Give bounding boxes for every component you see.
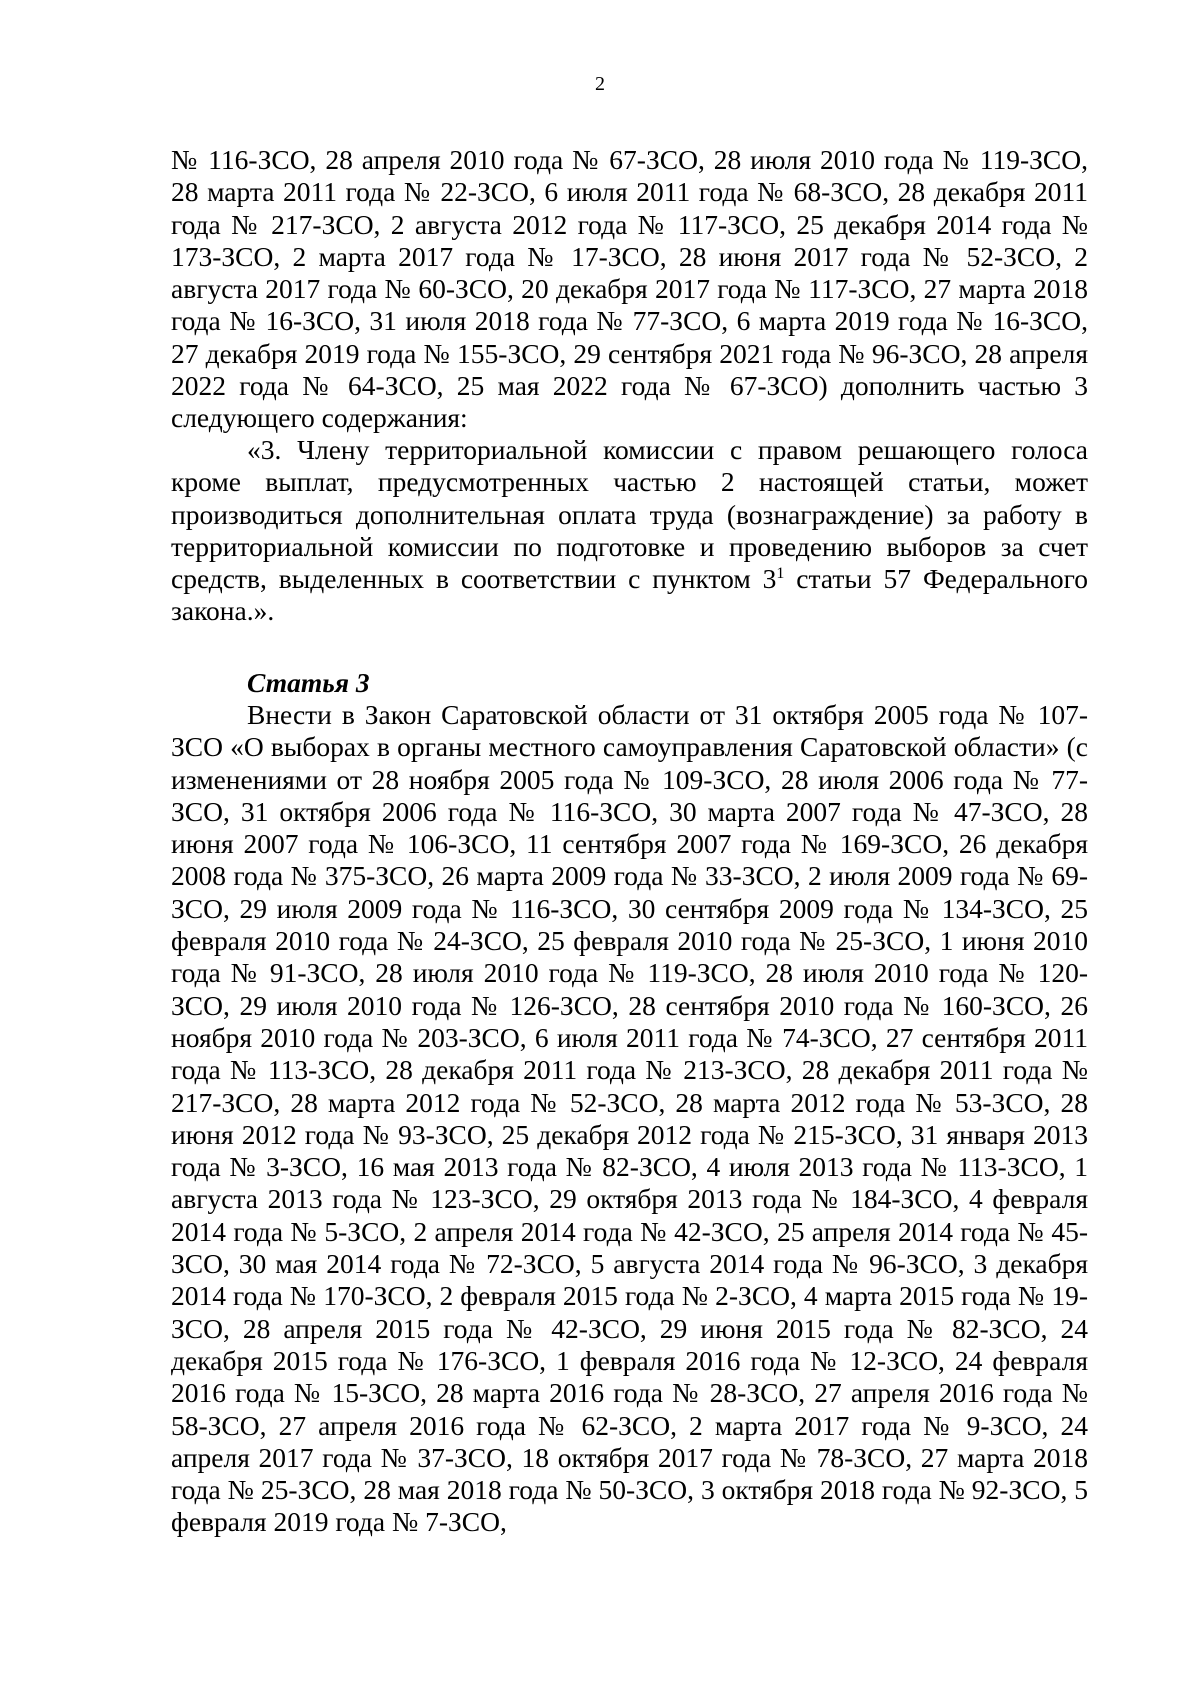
article2-amendments-paragraph: № 116-ЗСО, 28 апреля 2010 года № 67-ЗСО, 28 июля 2010 года № 119-ЗСО, 28 марта 2011 года № 22-ЗСО, 6 июля 2011 года № 68-ЗСО, 28 декабря 2011 года № 217-ЗСО, 2 августа 2012 года № 117-ЗСО, 25 декабря 2014 года № 173-ЗСО, 2 марта 2017 года № 17-ЗСО, 28 июня 2017 года № 52-ЗСО, 2 августа 2017 года № 60-ЗСО, 20 декабря 2017 года № 117-ЗСО, 27 марта 2018 года № 16-ЗСО, 31 июля 2018 года № 77-ЗСО, 6 марта 2019 года № 16-ЗСО, 27 декабря 2019 года № 155-ЗСО, 29 сентября 2021 года № 96-ЗСО, 28 апреля 2022 года № 64-ЗСО, 25 мая 2022 года № 67-ЗСО) дополнить частью 3 следующего содержания: — [171, 144, 1088, 434]
article3-paragraph: Внести в Закон Саратовской области от 31 октября 2005 года № 107-ЗСО «О выборах в органы местного самоуправления Саратовской области» (с изменениями от 28 ноября 2005 года № 109-ЗСО, 28 июля 2006 года № 77-ЗСО, 31 октября 2006 года № 116-ЗСО, 30 марта 2007 года № 47-ЗСО, 28 июня 2007 года № 106-ЗСО, 11 сентября 2007 года № 169-ЗСО, 26 декабря 2008 года № 375-ЗСО, 26 марта 2009 года № 33-ЗСО, 2 июля 2009 года № 69-ЗСО, 29 июля 2009 года № 116-ЗСО, 30 сентября 2009 года № 134-ЗСО, 25 февраля 2010 года № 24-ЗСО, 25 февраля 2010 года № 25-ЗСО, 1 июня 2010 года № 91-ЗСО, 28 июля 2010 года № 119-ЗСО, 28 июля 2010 года № 120-ЗСО, 29 июля 2010 года № 126-ЗСО, 28 сентября 2010 года № 160-ЗСО, 26 ноября 2010 года № 203-ЗСО, 6 июля 2011 года № 74-ЗСО, 27 сентября 2011 года № 113-ЗСО, 28 декабря 2011 года № 213-ЗСО, 28 декабря 2011 года № 217-ЗСО, 28 марта 2012 года № 52-ЗСО, 28 марта 2012 года № 53-ЗСО, 28 июня 2012 года № 93-ЗСО, 25 декабря 2012 года № 215-ЗСО, 31 января 2013 года № 3-ЗСО, 16 мая 2013 года № 82-ЗСО, 4 июля 2013 года № 113-ЗСО, 1 августа 2013 года № 123-ЗСО, 29 октября 2013 года № 184-ЗСО, 4 февраля 2014 года № 5-ЗСО, 2 апреля 2014 года № 42-ЗСО, 25 апреля 2014 года № 45-ЗСО, 30 мая 2014 года № 72-ЗСО, 5 августа 2014 года № 96-ЗСО, 3 декабря 2014 года № 170-ЗСО, 2 февраля 2015 года № 2-ЗСО, 4 марта 2015 года № 19-ЗСО, 28 апреля 2015 года № 42-ЗСО, 29 июня 2015 года № 82-ЗСО, 24 декабря 2015 года № 176-ЗСО, 1 февраля 2016 года № 12-ЗСО, 24 февраля 2016 года № 15-ЗСО, 28 марта 2016 года № 28-ЗСО, 27 апреля 2016 года № 58-ЗСО, 27 апреля 2016 года № 62-ЗСО, 2 марта 2017 года № 9-ЗСО, 24 апреля 2017 года № 37-ЗСО, 18 октября 2017 года № 78-ЗСО, 27 марта 2018 года № 25-ЗСО, 28 мая 2018 года № 50-ЗСО, 3 октября 2018 года № 92-ЗСО, 5 февраля 2019 года № 7-ЗСО, — [171, 699, 1088, 1538]
article3-heading: Статья 3 — [247, 667, 370, 698]
quoted-part3-text-end: статьи 57 Федерального закона.». — [171, 563, 1088, 627]
quoted-part3-text: «3. Члену территориальной комиссии с правом решающего голоса кроме выплат, предусмотренных частью 2 настоящей статьи, может производиться дополнительная оплата труда (вознаграждение) за работу в территориальной комиссии по подготовке и проведению выборов за счет средств, выделенных в соответствии с пунктом 3 — [171, 434, 1088, 595]
article2-quoted-part3 — [171, 434, 1088, 628]
page-number: 2 — [595, 73, 605, 95]
footnote-superscript: 1 — [776, 565, 785, 583]
